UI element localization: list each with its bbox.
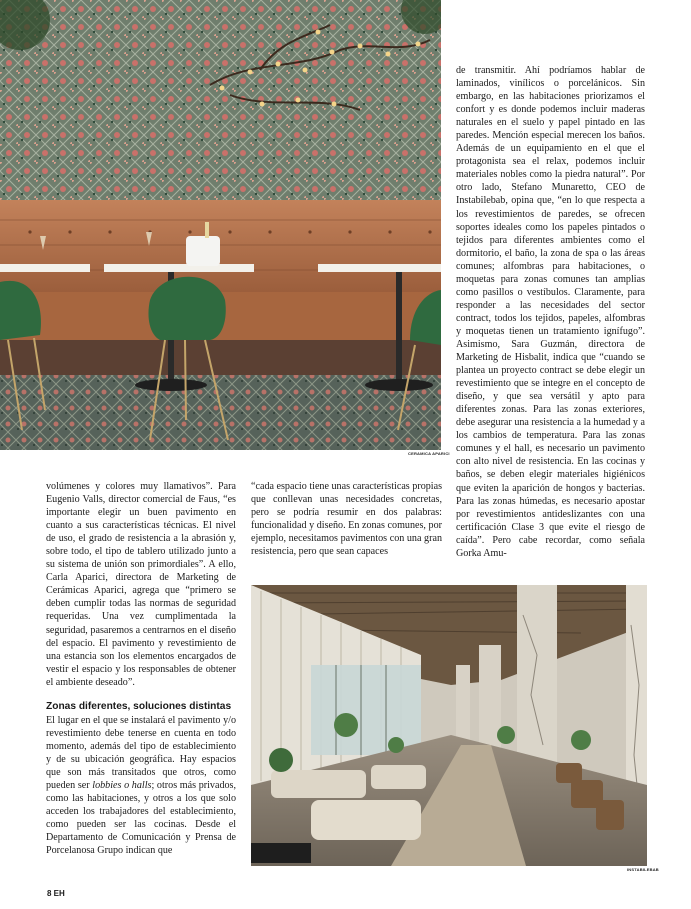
section-heading: Zonas diferentes, soluciones distintas [46, 700, 232, 712]
article-column-left [46, 480, 236, 857]
lobby-photo-credit: INSTABILEBAB [627, 867, 659, 872]
article-paragraph: El lugar en el que se instalará el pavimento y/o revestimiento debe tenerse en cuenta en todo momento, además del tipo de establecimiento y de su ubicación geográfica. Hay espacios que son más transitados que otros, como pueden ser lobbies o halls; otros más privados, como las habitaciones, y otros a los que solo acceden los trabajadores del establecimiento, como pueden ser las cocinas. Desde el Departamento de Comunicación y Prensa de Porcelanosa Grupo indican que [46, 714, 237, 857]
restaurant-illustration [0, 0, 441, 450]
italic-term: lobbies o halls [92, 780, 152, 792]
article-column-right [456, 64, 645, 560]
article-paragraph: “cada espacio tiene unas características propias que conllevan unas necesidades concretas, pero se podría resumir en dos palabras: funcionalidad y diseño. En zonas comunes, por ejemplo, necesitamos pavimentos con una gran resistencia, pero que sean capaces [251, 481, 442, 558]
lobby-photo [251, 585, 647, 866]
page-folio: 8 EH [47, 889, 65, 898]
restaurant-photo [0, 0, 441, 450]
article-paragraph: de transmitir. Ahí podríamos hablar de laminados, vinílicos o porcelánicos. Sin embargo, en las habitaciones priorizamos el confort y es donde podemos incluir maderas naturales en el suelo y papel pintado en las paredes. Mención especial merecen los baños. Además de un equipamiento en el que el protagonista sea el relax, podemos incluir materiales nobles como la piedra natural”. Por otro lado, Stefano Munaretto, CEO de Instabilebab, opina que, “en lo que respecta a los revestimientos de paredes, se ofrecen soportes ideales como los papeles pintados o tejidos para diferentes ambientes como el dormitorio, el baño, la zona de spa o las áreas comunes; alfombras para habitaciones, o moquetas para zonas comunes tan amplias como pasillos o vestíbulos. Claramente, para responder a las necesidades del sector contract, todos los tejidos, papeles, alfombras y moquetas tienen un tratamiento ignífugo”. Asimismo, Sara Guzmán, directora de Marketing de Hisbalit, indica que “cuando se plantea un proyecto contract se debe elegir un revestimiento que se integre en el concepto de diseño, y que sea versátil y apto para diferentes zonas. Para las zonas exteriores, debe asegurar una resistencia a la humedad y a los cambios de temperatura. Para las zonas comunes y el hall, es necesario un pavimento con alto nivel de resistencia. En las cocinas y baños, se deben elegir materiales higiénicos que eviten la aparición de hongos y bacterias. Para las zonas húmedas, es necesario apostar por revestimientos antideslizantes con una certificación Clase 3 que evite el riesgo de caída”. Pero cabe recordar, como señala Gorka Amu- [456, 65, 645, 559]
article-column-middle [251, 480, 442, 558]
article-paragraph: volúmenes y colores muy llamativos”. Para Eugenio Valls, director comercial de Faus, “es importante elegir un buen pavimento en cuanto a sus características técnicas. El nivel de uso, el grado de resistencia a la abrasión y, sobre todo, el tipo de tablero utilizado junto a su sistema de unión son primordiales”. A ello, Carla Aparici, directora de Marketing de Cerámicas Aparici, agrega que “primero se deben cumplir todas las normas de seguridad requeridas. Una vez cumplimentada la seguridad, pasaremos a centrarnos en el diseño del espacio. El pavimento y revestimiento de una estancia son los elementos encargados de vestir el espacio y los responsables de obtener el ambiente deseado”. [46, 481, 236, 688]
lobby-illustration [251, 585, 647, 866]
restaurant-photo-credit: CERAMICA APARICI [408, 451, 450, 456]
